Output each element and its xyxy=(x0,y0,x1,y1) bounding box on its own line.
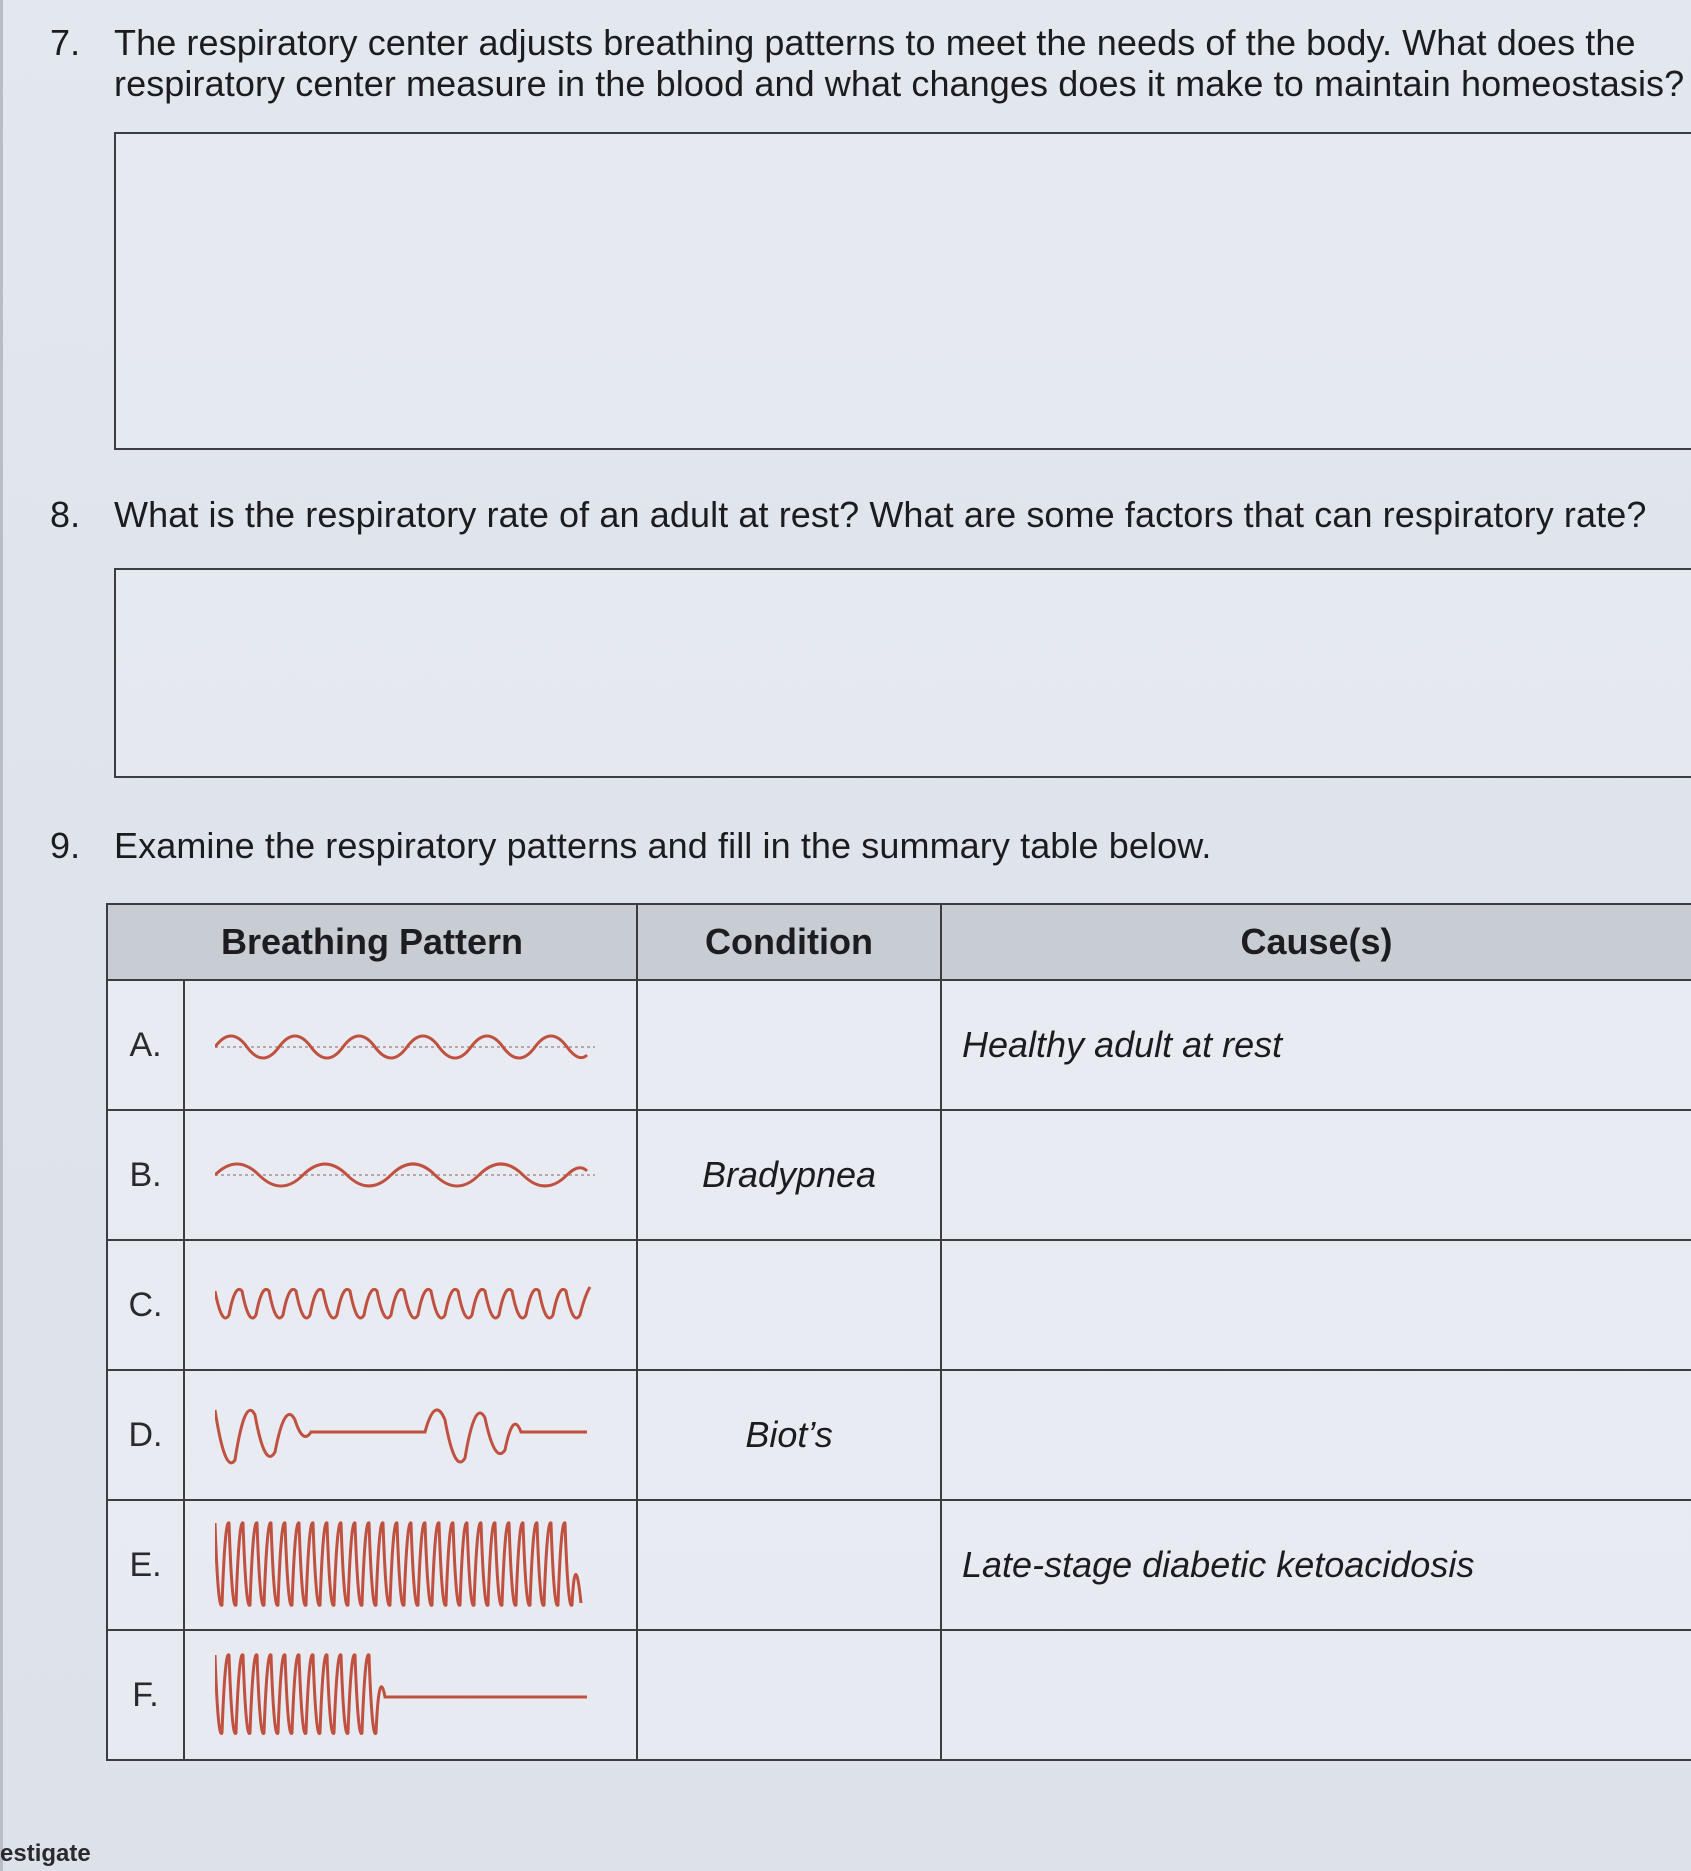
condition-cell[interactable]: Bradypnea xyxy=(637,1110,941,1240)
summary-table xyxy=(106,903,1691,1761)
header-condition: Condition xyxy=(637,904,941,980)
footer-partial-word: estigate xyxy=(0,1840,91,1867)
row-letter: E. xyxy=(107,1500,184,1630)
row-letter: D. xyxy=(107,1370,184,1500)
cause-cell[interactable] xyxy=(941,1630,1691,1760)
pattern-cell xyxy=(184,1370,637,1500)
pattern-cell xyxy=(184,1110,637,1240)
irregular-apnea-wave-icon xyxy=(215,1390,595,1480)
table-row xyxy=(107,1110,1691,1240)
header-breathing-pattern: Breathing Pattern xyxy=(107,904,637,980)
question-number: 7. xyxy=(50,22,81,63)
question-text-line-1: Examine the respiratory patterns and fill in the summary table below. xyxy=(114,825,1212,866)
row-letter: C. xyxy=(107,1240,184,1370)
deep-rapid-wave-icon xyxy=(215,1515,595,1615)
cause-cell[interactable] xyxy=(941,1110,1691,1240)
row-letter: A. xyxy=(107,980,184,1110)
answer-box-question-8[interactable] xyxy=(114,568,1691,778)
condition-cell[interactable]: Biot’s xyxy=(637,1370,941,1500)
cause-cell[interactable]: Late-stage diabetic ketoacidosis xyxy=(941,1500,1691,1630)
table-row xyxy=(107,1630,1691,1760)
row-letter: F. xyxy=(107,1630,184,1760)
header-causes: Cause(s) xyxy=(941,904,1691,980)
condition-cell[interactable] xyxy=(637,980,941,1110)
table-row xyxy=(107,980,1691,1110)
question-number: 9. xyxy=(50,825,81,866)
normal-wave-icon xyxy=(215,1015,595,1075)
question-text-line-1: The respiratory center adjusts breathing patterns to meet the needs of the body. What does the xyxy=(114,22,1636,63)
condition-cell[interactable] xyxy=(637,1500,941,1630)
cause-cell[interactable]: Healthy adult at rest xyxy=(941,980,1691,1110)
table-row xyxy=(107,1370,1691,1500)
row-letter: B. xyxy=(107,1110,184,1240)
pattern-cell xyxy=(184,980,637,1110)
cause-cell[interactable] xyxy=(941,1370,1691,1500)
pattern-cell xyxy=(184,1500,637,1630)
table-row xyxy=(107,1500,1691,1630)
page-edge xyxy=(0,0,3,1871)
slow-wave-icon xyxy=(215,1145,595,1205)
rapid-wave-icon xyxy=(215,1275,595,1335)
table-row xyxy=(107,1240,1691,1370)
question-text-line-2: respiratory center measure in the blood and what changes does it make to maintain homeostasis? xyxy=(114,63,1685,104)
cause-cell[interactable] xyxy=(941,1240,1691,1370)
pattern-cell xyxy=(184,1630,637,1760)
answer-box-question-7[interactable] xyxy=(114,132,1691,450)
question-text-line-1: What is the respiratory rate of an adult at rest? What are some factors that can respiratory rate? xyxy=(114,494,1647,535)
condition-cell[interactable] xyxy=(637,1630,941,1760)
question-number: 8. xyxy=(50,494,81,535)
burst-then-flat-wave-icon xyxy=(215,1645,595,1745)
table-header-row xyxy=(107,904,1691,980)
condition-cell[interactable] xyxy=(637,1240,941,1370)
pattern-cell xyxy=(184,1240,637,1370)
